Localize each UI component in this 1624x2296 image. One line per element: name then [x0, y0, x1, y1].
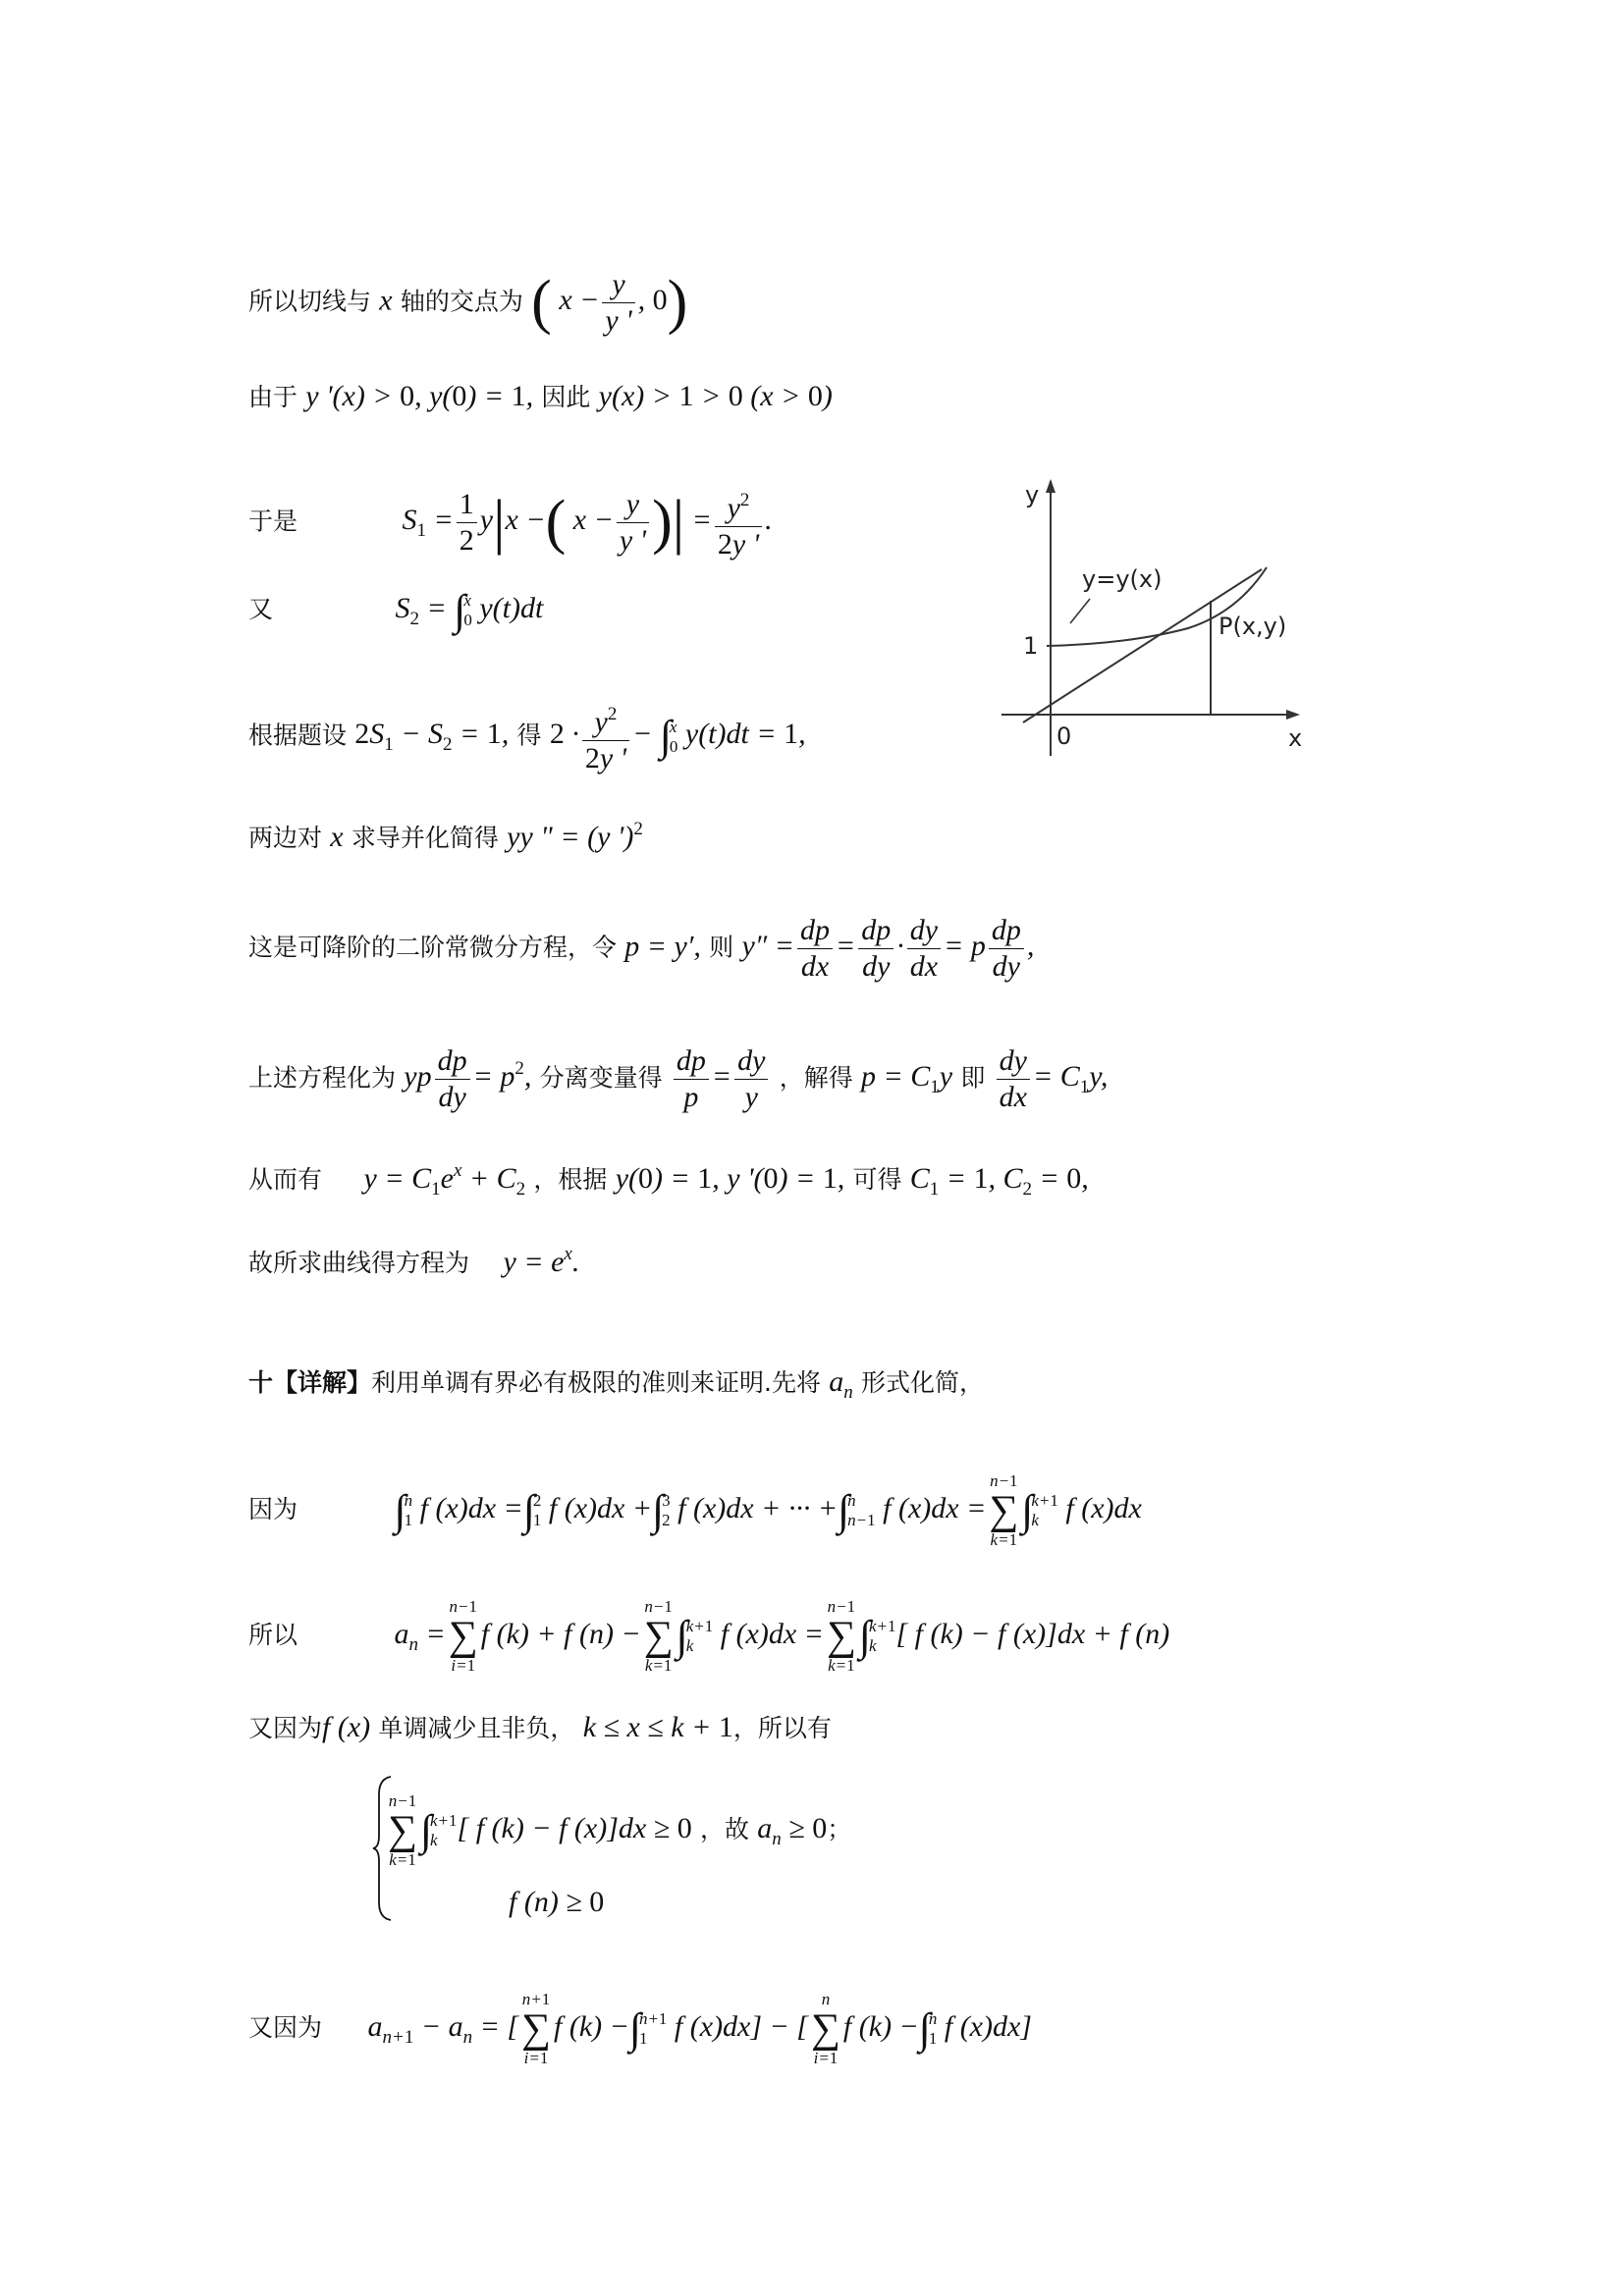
- intercept-label: 1: [1023, 632, 1039, 660]
- origin-label: 0: [1056, 722, 1072, 750]
- step-monotone: [248, 377, 833, 417]
- x-axis-arrow-icon: [1286, 710, 1300, 720]
- text: 两边对: [248, 824, 323, 852]
- step-monotone-f: [248, 1708, 832, 1748]
- text: 单调减少且非负，: [378, 1714, 575, 1742]
- text: 形式化简，: [861, 1368, 985, 1397]
- text: ，解得: [779, 1063, 853, 1093]
- step-reduce-order: [248, 913, 1034, 985]
- math-fn-nonneg: f (n) ≥ 0: [509, 1886, 605, 1918]
- math-ic: y(0) = 1, y '(0) = 1,: [615, 1162, 845, 1195]
- math-an: $a_n$: [829, 1365, 853, 1403]
- text: 可得: [852, 1165, 902, 1194]
- math-conclusion: y(x) > 1 > 0 (x > 0): [598, 380, 833, 412]
- math-chain: y″ = $\frac{dp}{dx}$ = $\frac{dp}{dy}$ · $\frac{dy}{dx}$ = p $\frac{dp}{dy}$ ,: [741, 914, 1035, 983]
- text: 上述方程化为: [248, 1063, 397, 1093]
- text: ，根据: [533, 1165, 608, 1194]
- math-s1: $S_1$ = $\frac{1}{2}$ y|x −( x − $\frac{y}{y '}$ )| = $\frac{y^2}{2y '}$ .: [403, 504, 773, 536]
- math-eq1: yp $\frac{dp}{dy}$ = $p^2$,: [404, 1044, 532, 1113]
- math-general: $y = C_1e^x + C_2$: [363, 1160, 526, 1200]
- text: 从而有: [248, 1165, 323, 1194]
- text: 求导并化简得: [351, 824, 499, 852]
- math-split: ∫n 1 f (x)dx =∫2 1 f (x)dx +∫3 2 f (x)dx + ··· +∫n n−1 f (x)dx =n−1 ∑ k=1∫k+1 k f (x)dx: [394, 1471, 1142, 1549]
- text: 这是可降阶的二阶常微分方程，令: [248, 933, 618, 962]
- text: 轴的交点为: [400, 287, 523, 316]
- math-eq4: $\frac{dy}{dx}$ = $C_1y$,: [994, 1060, 1109, 1093]
- step-tangent-intersection: [248, 267, 687, 339]
- text: 分离变量得: [539, 1063, 663, 1093]
- math-an-nonneg: $a_n \ge 0$: [757, 1811, 828, 1849]
- text: ，所以有: [732, 1714, 832, 1742]
- text: 即: [960, 1063, 986, 1093]
- math-ode: yy " = (y ')$^2$: [507, 819, 643, 853]
- math-point: ( x − $\frac{y}{y '}$ , 0): [531, 268, 688, 337]
- text: 又因为: [248, 1714, 323, 1742]
- step-system-row1: [385, 1792, 851, 1869]
- step-s1: [248, 483, 773, 562]
- section-ten-heading: [248, 1362, 984, 1413]
- math-range: k ≤ x ≤ k + 1: [582, 1711, 733, 1743]
- math-eq: 2 · $\frac{y^2}{2y '}$ − ∫x 0 y(t)dt = 1,: [550, 718, 806, 750]
- math-diff: $a_{n+1} - a_n = [n+1$ ∑ i=1f (k) −∫n+1 1 f (x)dx] − [n ∑ i=1f (k) −∫n 1 f (x)dx]: [367, 1990, 1032, 2067]
- text: 所以切线与: [248, 287, 372, 316]
- math-an-expr: $a_n =n-1$ ∑ i=1f (k) + f (n) −n−1 ∑ k=1∫k+1 k f (x)dx =n−1 ∑ k=1∫k+1 k [ f (k) − f (x)]dx + f (n): [394, 1597, 1170, 1675]
- step-integral-split: [248, 1472, 1142, 1549]
- math-sub: p = y′,: [624, 930, 701, 963]
- label-pointer: [1070, 599, 1090, 623]
- y-axis-label: y: [1025, 481, 1040, 508]
- math-hyp: $2S_1 - S_2 = 1$,: [354, 718, 510, 756]
- text: 又因为: [248, 2012, 323, 2042]
- math-x: x: [330, 821, 344, 853]
- x-axis-label: x: [1288, 724, 1303, 752]
- math-f: f (x): [322, 1711, 371, 1743]
- step-s2: [248, 586, 544, 639]
- math-eq2: $\frac{dp}{p}$ = $\frac{dy}{y}$: [671, 1060, 772, 1093]
- heading: 十【详解】: [248, 1368, 372, 1397]
- step-an-expression: [248, 1598, 1169, 1675]
- curve-label: y=y(x): [1082, 565, 1163, 593]
- text: 所以: [248, 1620, 298, 1649]
- step-final: [248, 1235, 579, 1283]
- text: 于是: [248, 507, 298, 536]
- math-x: x: [379, 284, 393, 317]
- y-axis-arrow-icon: [1046, 479, 1056, 493]
- math-answer: $y = e^x$.: [503, 1244, 580, 1278]
- math-s2: $S_2 = \int x$ 0 y(t)dt: [395, 586, 544, 635]
- text: 则: [709, 933, 734, 962]
- step-separate: [248, 1043, 1108, 1115]
- text: 因此: [541, 383, 591, 411]
- semicolon: ；: [827, 1814, 852, 1843]
- math-condition: y '(x) > 0, y(0) = 1,: [305, 380, 534, 412]
- text: 故所求曲线得方程为: [248, 1249, 470, 1277]
- text: 利用单调有界必有极限的准则来证明.先将: [371, 1368, 821, 1397]
- step-condition: [248, 697, 806, 776]
- step-difference: [248, 1991, 1032, 2067]
- text: 又: [248, 595, 274, 623]
- text: 因为: [248, 1494, 298, 1523]
- text: 得: [516, 721, 542, 750]
- curve-graph: [992, 461, 1326, 766]
- point-label: P(x,y): [1218, 613, 1287, 640]
- math-const: $C_1 = 1$, $C_2 = 0$,: [909, 1162, 1089, 1200]
- text: 由于: [248, 383, 298, 411]
- step-differentiate: [248, 810, 643, 858]
- step-system-row2: [509, 1883, 604, 1923]
- math-nonneg-integral: n−1 ∑ k=1∫k+1 k [ f (k) − f (x)]dx ≥ 0: [388, 1791, 692, 1869]
- text: 根据题设: [248, 721, 348, 750]
- text: ，故: [699, 1814, 749, 1843]
- step-general-solution: [248, 1151, 1089, 1209]
- math-eq3: $p = C_1y$: [861, 1060, 953, 1098]
